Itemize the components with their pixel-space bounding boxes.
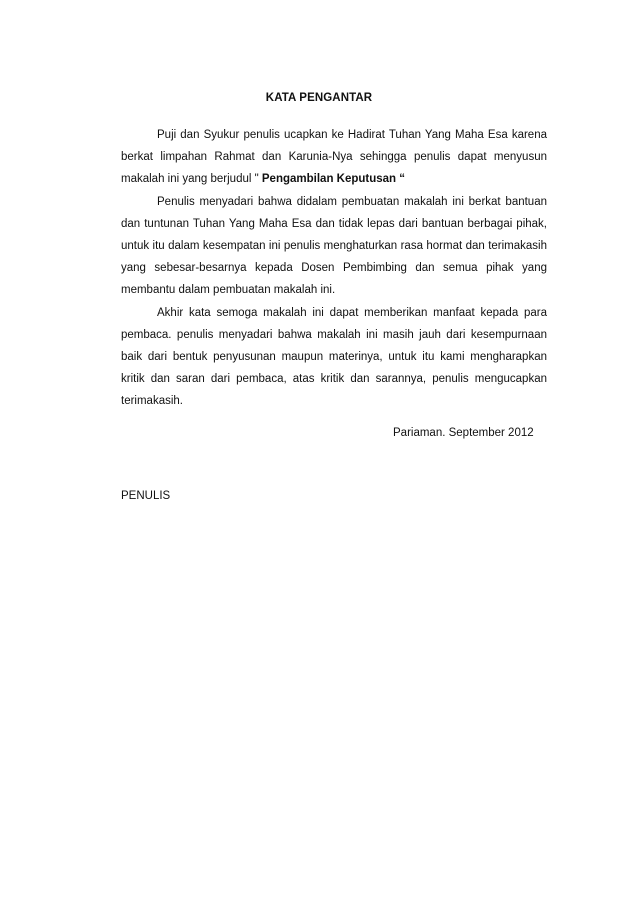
author-name: PENULIS <box>121 490 171 502</box>
paragraph-opening-text: Puji dan Syukur penulis ucapkan ke Hadirat Tuhan Yang Maha Esa karena berkat limpahan Rahmat dan Karunia-Nya sehingga penulis dapat menyusun makalah ini yang berjudul " <box>121 129 547 186</box>
paper-topic-title: Pengambilan Keputusan “ <box>261 173 406 186</box>
paragraph-acknowledgement: Penulis menyadari bahwa didalam pembuatan makalah ini berkat bantuan dan tuntunan Tuhan Yang Maha Esa dan tidak lepas dari bantuan berbagai pihak, untuk itu dalam kesempatan ini penulis menghaturkan rasa hormat dan terimakasih yang sebesar-besarnya kepada Dosen Pembimbing dan semua pihak yang membantu dalam pembuatan makalah ini. <box>121 195 547 297</box>
body-text <box>121 124 547 413</box>
place-date: Pariaman. September 2012 <box>393 427 534 439</box>
page-title: KATA PENGANTAR <box>265 92 373 104</box>
paragraph-closing: Akhir kata semoga makalah ini dapat memberikan manfaat kepada para pembaca. penulis menyadari bahwa makalah ini masih jauh dari kesempurnaan baik dari bentuk penyusunan maupun materinya, untuk itu kami mengharapkan kritik dan saran dari pembaca, atas kritik dan sarannya, penulis mengucapkan terimakasih. <box>121 306 547 408</box>
paragraph-opening <box>121 124 547 191</box>
